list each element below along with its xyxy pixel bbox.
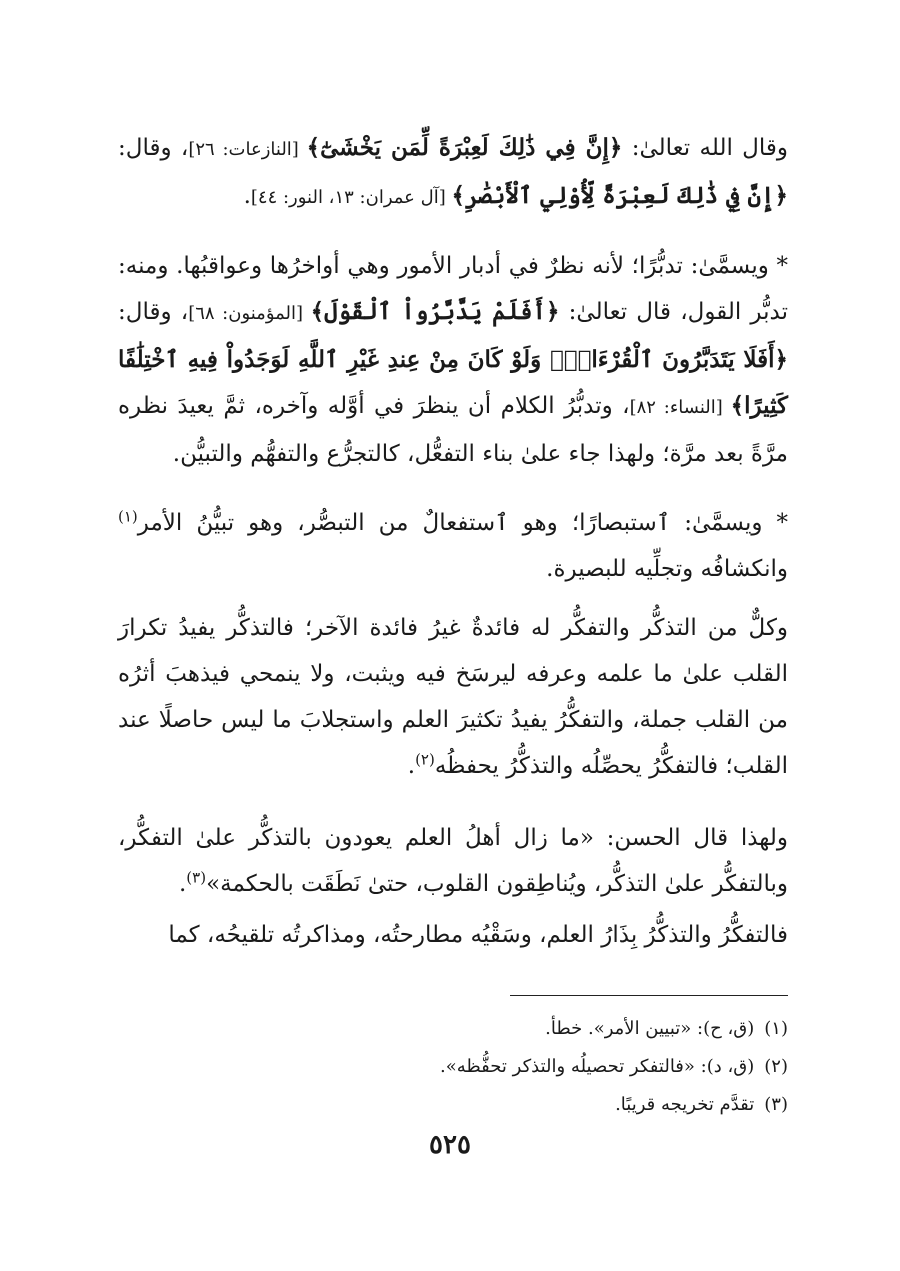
- paragraph-5: [118, 815, 788, 907]
- paragraph-3: [118, 500, 788, 592]
- text-segment: * ويسمَّىٰ: ٱستبصارًا؛ وهو ٱستفعالٌ من التبصُّر، وهو تبيُّنُ الأمر: [137, 510, 788, 536]
- footnote-text: (ق، د): «فالتفكر تحصيلُه والتذكر تحفُّظه».: [440, 1056, 755, 1077]
- footnote-item: [118, 1010, 788, 1048]
- text-segment: .: [178, 871, 187, 897]
- quran-verse: ﴿إِنَّ فِي ذَٰلِكَ لَعِبْرَةً لِّأُوْلِي ٱلْأَبْصَٰرِ﴾: [451, 182, 788, 209]
- footnote-number: (١): [764, 1018, 788, 1039]
- verse-reference: [النازعات: ٢٦]: [188, 139, 307, 160]
- quran-verse: ﴿أَفَلَمْ يَدَّبَّرُواْ ٱلْقَوْلَ﴾: [310, 298, 560, 325]
- verse-reference: [المؤمنون: ٦٨]: [188, 303, 311, 324]
- footnote-item: [118, 1048, 788, 1086]
- text-segment: * ويسمَّىٰ: تدبُّرًا؛ لأنه نظرٌ في أدبار الأمور وهي أواخرُها وعواقبُها. ومنه: تدبُّر القول، قال تعالىٰ:: [118, 253, 788, 325]
- footnote-item: [118, 1086, 788, 1124]
- footnote-text: (ق، ح): «تبيين الأمر». خطأ.: [545, 1018, 755, 1039]
- text-segment: ، وقال:: [118, 299, 189, 325]
- paragraph-1: [118, 125, 788, 221]
- footnote-text: تقدَّم تخريجه قريبًا.: [615, 1094, 755, 1115]
- paragraph-2: [118, 243, 788, 477]
- page-number: ٥٢٥: [429, 1130, 471, 1160]
- paragraph-6: [118, 912, 788, 958]
- text-segment: وانكشافُه وتجلِّيه للبصيرة.: [546, 556, 788, 582]
- text-segment: ، وتدبُّرُ الكلام أن ينظرَ في أوَّله وآخره، ثمَّ يعيدَ نظره مرَّةً بعد مرَّة؛ ولهذا جاء علىٰ بناء التفعُّل، كالتجرُّع والتفهُّم والتبيُّن.: [118, 393, 788, 467]
- quran-verse: ﴿أَفَلَا يَتَدَبَّرُونَ ٱلْقُرْءَانَۚ وَلَوْ كَانَ مِنْ عِندِ غَيْرِ ٱللَّهِ لَوَجَدُواْ فِيهِ ٱخْتِلَٰفًا كَثِيرًا﴾: [118, 346, 788, 419]
- text-segment: فالتفكُّرُ والتذكُّرُ بِذَارُ العلم، وسَقْيُه مطارحتُه، ومذاكرتُه تلقيحُه، كما: [168, 922, 788, 948]
- footnotes-section: [118, 1010, 788, 1124]
- footnote-reference[interactable]: (١): [118, 507, 138, 526]
- verse-reference: [آل عمران: ١٣، النور: ٤٤]: [250, 187, 452, 208]
- text-segment: .: [243, 183, 251, 209]
- footnote-reference[interactable]: (٢): [415, 750, 435, 769]
- footnote-divider: [510, 995, 788, 996]
- text-segment: .: [407, 753, 416, 779]
- paragraph-4: [118, 605, 788, 789]
- footnote-reference[interactable]: (٣): [186, 868, 207, 887]
- footnote-number: (٢): [764, 1056, 788, 1077]
- footnote-number: (٣): [764, 1094, 788, 1115]
- text-segment: ، وقال:: [118, 135, 189, 161]
- quran-verse: ﴿إِنَّ فِي ذَٰلِكَ لَعِبْرَةً لِّمَن يَخْشَىٰٓ﴾: [306, 134, 623, 161]
- text-segment: ولهذا قال الحسن: «ما زال أهلُ العلم يعودون بالتذكُّر علىٰ التفكُّر، وبالتفكُّر علىٰ التذكُّر، ويُناطِقون القلوب، حتىٰ نَطَقَت بالحكمة»: [118, 825, 789, 897]
- verse-reference: [النساء: ٨٢]: [629, 397, 731, 418]
- text-segment: وقال الله تعالىٰ:: [622, 135, 789, 161]
- text-segment: وكلٌّ من التذكُّر والتفكُّر له فائدةٌ غيرُ فائدة الآخر؛ فالتذكُّر يفيدُ تكرارَ القلب علىٰ ما علمه وعرفه ليرسَخ فيه ويثبت، ولا ينمحي فيذهبَ أثرُه من القلب جملة، والتفكُّرُ يفيدُ تكثيرَ العلم واستجلابَ ما ليس حاصلًا عند القلب؛ فالتفكُّرُ يحصِّلُه والتذكُّرُ يحفظُه: [118, 615, 788, 779]
